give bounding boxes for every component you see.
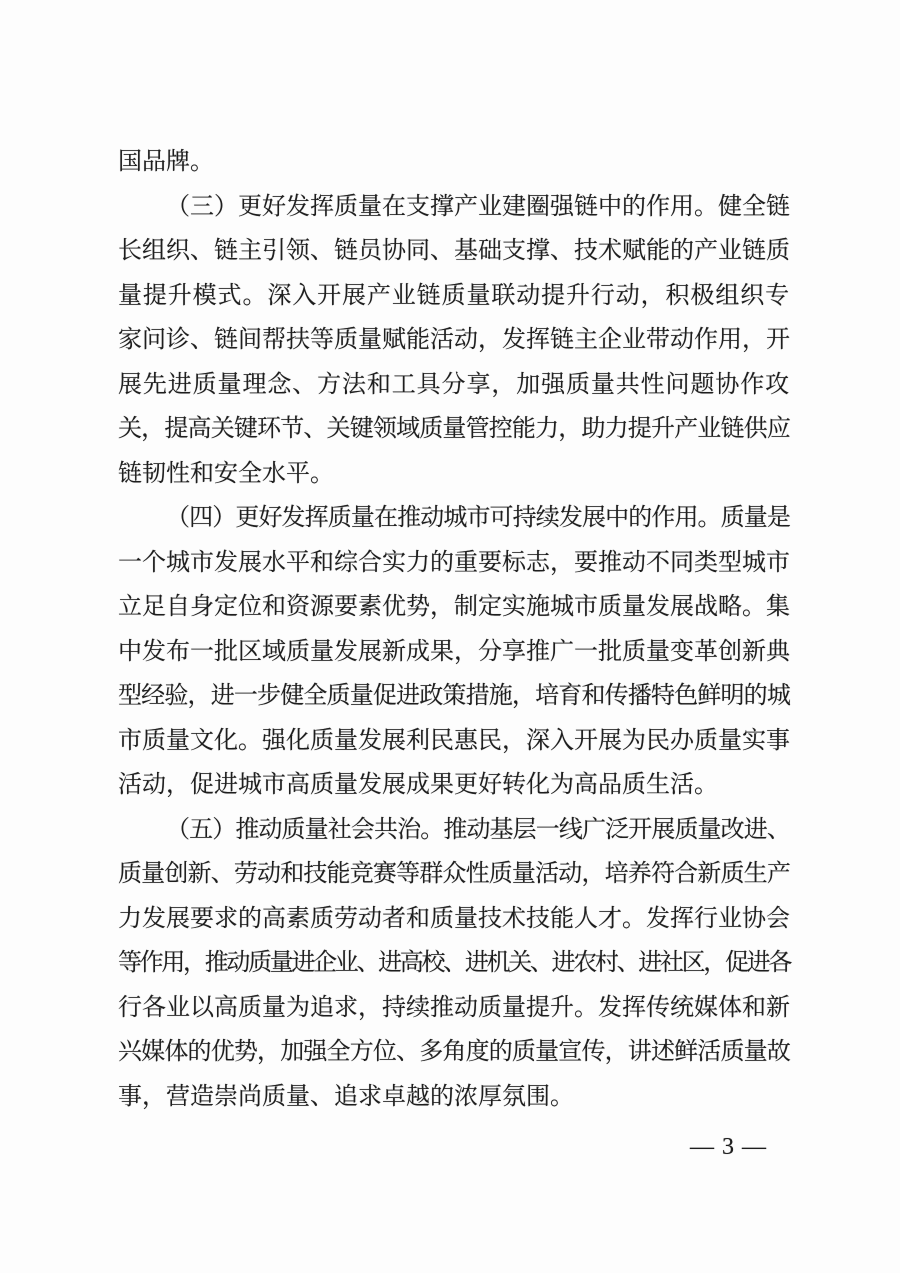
text-line-content: 事，营造崇尚质量、追求卓越的浓厚氛围。	[118, 1083, 574, 1110]
text-line	[118, 229, 790, 274]
text-line	[118, 274, 790, 319]
text-line	[118, 674, 790, 719]
text-line	[118, 541, 790, 586]
text-line-content: 型经验，进一步健全质量促进政策措施，培育和传播特色鲜明的城	[118, 683, 790, 709]
text-line	[118, 763, 790, 808]
text-line	[118, 140, 790, 185]
text-line-content: 活动，促进城市高质量发展成果更好转化为高品质生活。	[118, 772, 718, 798]
text-line	[118, 897, 790, 942]
text-line-content: （三）更好发挥质量在支撑产业建圈强链中的作用。健全链	[166, 193, 790, 220]
text-line	[118, 1030, 790, 1075]
document-body	[118, 140, 790, 1119]
text-line	[118, 941, 790, 986]
text-line-content: 一个城市发展水平和综合实力的重要标志，要推动不同类型城市	[118, 549, 790, 576]
text-line-content: 家问诊、链间帮扶等质量赋能活动，发挥链主企业带动作用，开	[118, 327, 790, 353]
text-line	[118, 452, 790, 497]
text-line-content: 长组织、链主引领、链员协同、基础支撑、技术赋能的产业链质	[118, 238, 790, 264]
text-line	[118, 719, 790, 764]
text-line	[118, 986, 790, 1031]
text-line-content: 兴媒体的优势，加强全方位、多角度的质量宣传，讲述鲜活质量故	[118, 1039, 790, 1065]
text-line	[118, 1075, 790, 1120]
text-line-content: 市质量文化。强化质量发展利民惠民，深入开展为民办质量实事	[118, 727, 790, 754]
text-line	[118, 852, 790, 897]
text-line-content: 质量创新、劳动和技能竞赛等群众性质量活动，培养符合新质生产	[118, 861, 790, 887]
text-line-content: 国品牌。	[118, 149, 214, 175]
page-number: — 3 —	[690, 1134, 767, 1160]
text-line-content: （四）更好发挥质量在推动城市可持续发展中的作用。质量是	[166, 505, 790, 531]
text-line-content: （五）推动质量社会共治。推动基层一线广泛开展质量改进、	[166, 816, 790, 843]
text-line	[118, 185, 790, 230]
text-line	[118, 630, 790, 675]
text-line-content: 关，提高关键环节、关键领域质量管控能力，助力提升产业链供应	[118, 416, 790, 442]
text-line	[118, 585, 790, 630]
text-line-content: 行各业以高质量为追求，持续推动质量提升。发挥传统媒体和新	[118, 994, 790, 1021]
text-line-content: 量提升模式。深入开展产业链质量联动提升行动，积极组织专	[118, 282, 790, 309]
text-line	[118, 808, 790, 853]
text-line-content: 等作用，推动质量进企业、进高校、进机关、进农村、进社区，促进各	[118, 950, 790, 976]
text-line	[118, 496, 790, 541]
text-line-content: 中发布一批区域质量发展新成果，分享推广一批质量变革创新典	[118, 638, 790, 665]
text-line	[118, 363, 790, 408]
text-line-content: 链韧性和安全水平。	[118, 460, 334, 487]
text-line-content: 展先进质量理念、方法和工具分享，加强质量共性问题协作攻	[118, 371, 790, 398]
text-line-content: 力发展要求的高素质劳动者和质量技术技能人才。发挥行业协会	[118, 905, 790, 932]
text-line	[118, 407, 790, 452]
text-line-content: 立足自身定位和资源要素优势，制定实施城市质量发展战略。集	[118, 594, 790, 620]
text-line	[118, 318, 790, 363]
